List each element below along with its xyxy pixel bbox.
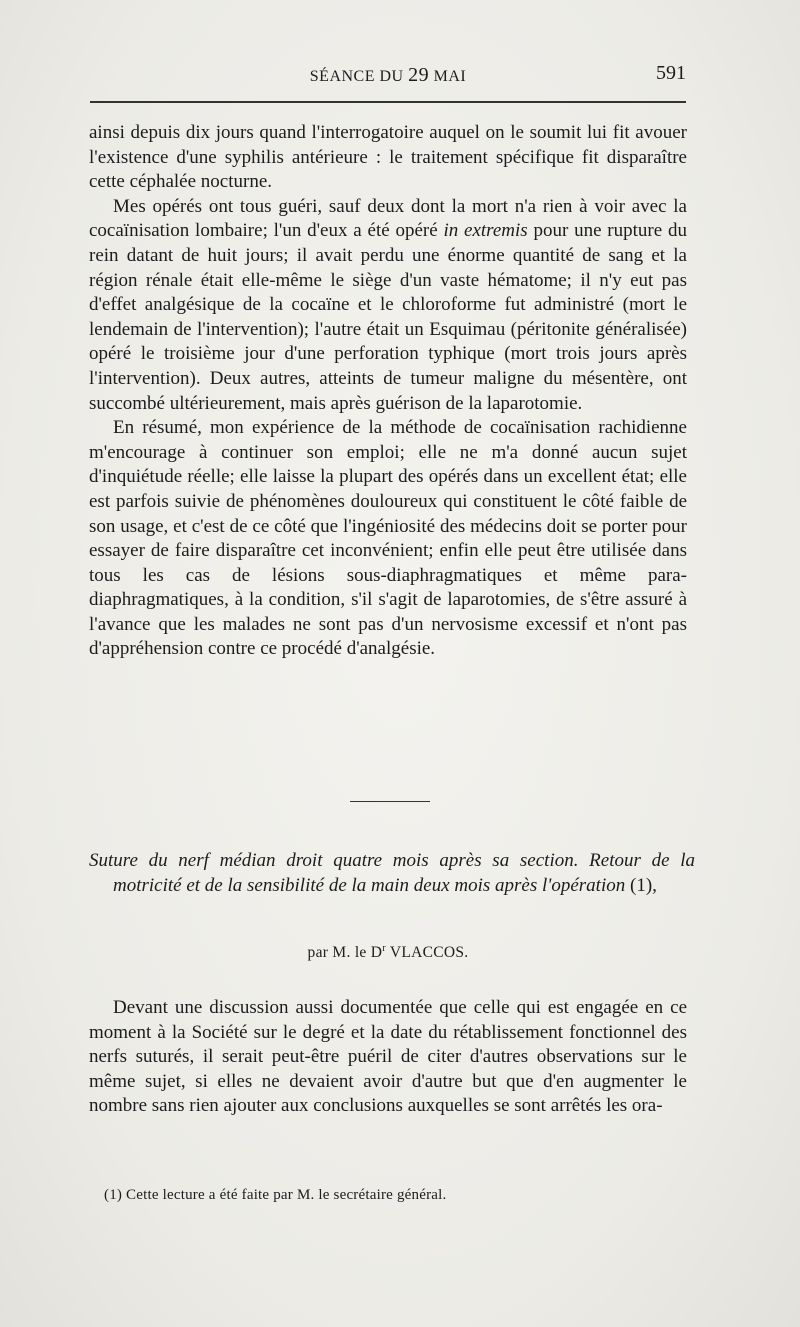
article-title [89, 848, 695, 898]
byline-pre: par M. le D [307, 944, 383, 962]
article-body [89, 996, 687, 1119]
byline [89, 943, 687, 962]
body-text [89, 121, 687, 662]
paragraph-2-start: Mes opérés ont tous guéri, sauf deux dont la mort n'a rien à voir avec la cocaïnisation lombaire; l'un d'eux a été opéré [89, 195, 687, 242]
section-divider [350, 801, 430, 802]
byline-post: VLACCOS. [385, 944, 469, 962]
byline-sup: r [382, 943, 386, 954]
paragraph-2-end: pour une rupture du rein datant de huit jours; il avait perdu une énorme quantité de sang et la région rénale était elle-même le siège d'un vaste hématome; il n'y eut pas d'effet analgésique de la cocaïne et le chloroforme fut administré (mort le lendemain de l'intervention); l'autre était un Esquimau (péritonite généralisée) opéré le troisième jour d'une perforation typhique (mort trois jours après l'intervention). Deux autres, atteints de tumeur maligne du mésentère, ont succombé ultérieurement, mais après guérison de la laparotomie. [89, 220, 687, 414]
header-rule [90, 101, 686, 103]
paragraph-1: ainsi depuis dix jours quand l'interrogatoire auquel on le soumit lui fit avouer l'existence d'une syphilis antérieure : le traitement spécifique fit disparaître cette céphalée nocturne. [89, 122, 687, 193]
footnote: (1) Cette lecture a été faite par M. le secrétaire général. [104, 1187, 447, 1203]
header-title-day: 29 [408, 64, 430, 86]
paragraph-2 [89, 195, 687, 416]
running-header [90, 62, 686, 92]
page-number: 591 [656, 62, 686, 84]
article-title-end: , [652, 875, 657, 896]
article-paragraph-1: Devant une discussion aussi documentée que celle qui est engagée en ce moment à la Société sur le degré et la date du rétablissement fonctionnel des nerfs suturés, il serait peut-être puéril de citer d'autres observations sur le même sujet, si elles ne devaient avoir d'autre but que d'en augmenter le nombre sans rien ajouter aux conclusions auxquelles se sont arrêtés les ora- [89, 997, 687, 1117]
header-title-pre: SÉANCE DU [309, 68, 409, 85]
footnote-ref: (1) [630, 875, 653, 896]
header-title [90, 64, 686, 87]
paragraph-2-italic: in extremis [443, 220, 528, 242]
paragraph-3: En résumé, mon expérience de la méthode de cocaïnisation rachidienne m'encourage à continuer son emploi; elle ne m'a donné aucun sujet d'inquiétude réelle; elle laisse la plupart des opérés dans un excellent état; elle est parfois suivie de phénomènes douloureux qui constituent le côté faible de son usage, et c'est de ce côté que l'ingéniosité des médecins doit se porter pour essayer de faire disparaître cet inconvénient; enfin elle peut être utilisée dans tous les cas de lésions sous-diaphragmatiques et même para-diaphragmatiques, à la condition, s'il s'agit de laparotomies, de s'être assuré à l'avance que les malades ne sont pas d'un nervosisme excessif et n'ont pas d'appréhension contre ce procédé d'analgésie. [89, 417, 687, 660]
header-title-post: MAI [429, 68, 467, 85]
article-title-text: Suture du nerf médian droit quatre mois après sa section. Retour de la motricité et de la sensibilité de la main deux mois après l'opération [89, 850, 695, 896]
